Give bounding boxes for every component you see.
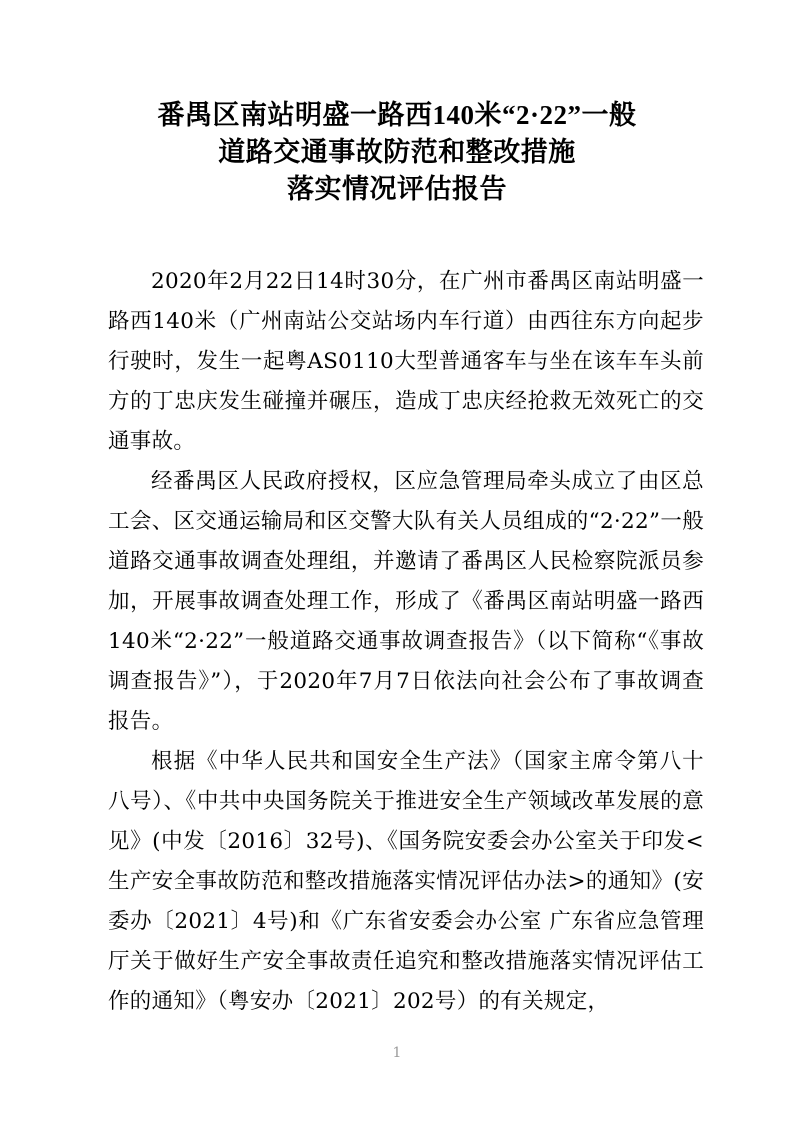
paragraph-legal-basis: 根据《中华人民共和国安全生产法》（国家主席令第八十八号）、《中共中央国务院关于推进安全生产领域改革发展的意见》(中发〔2016〕32号)、《国务院安委会办公室关于印发<生产安全事故防范和整改措施落实情况评估办法>的通知》(安委办〔2021〕4号)和《广东省安委会办公室 广东省应急管理厅关于做好生产安全事故责任追究和整改措施落实情况评估工作的通知》（粤安办〔2021〕202号）的有关规定， — [108, 749, 704, 1014]
paragraph-investigation-group: 经番禺区人民政府授权，区应急管理局牵头成立了由区总工会、区交通运输局和区交警大队有关人员组成的“2·22”一般道路交通事故调查处理组，并邀请了番禺区人民检察院派员参加，开展事故调查处理工作，形成了《番禺区南站明盛一路西140米“2·22”一般道路交通事故调查报告》（以下简称“《事故调查报告》”），于2020年7月7日依法向社会公布了事故调查报告。 — [108, 469, 704, 734]
title-line-1: 番禺区南站明盛一路西140米“2·22”一般 — [157, 100, 637, 130]
paragraph-accident-description: 2020年2月22日14时30分，在广州市番禺区南站明盛一路西140米（广州南站公交站场内车行道）由西往东方向起步行驶时，发生一起粤AS0110大型普通客车与坐在该车车头前方的丁忠庆发生碰撞并碾压，造成丁忠庆经抢救无效死亡的交通事故。 — [108, 269, 704, 454]
document-body — [108, 262, 704, 1022]
document-title — [0, 97, 794, 208]
page-number: 1 — [392, 1045, 402, 1061]
title-line-3: 落实情况评估报告 — [287, 174, 507, 204]
title-line-2: 道路交通事故防范和整改措施 — [218, 137, 576, 167]
